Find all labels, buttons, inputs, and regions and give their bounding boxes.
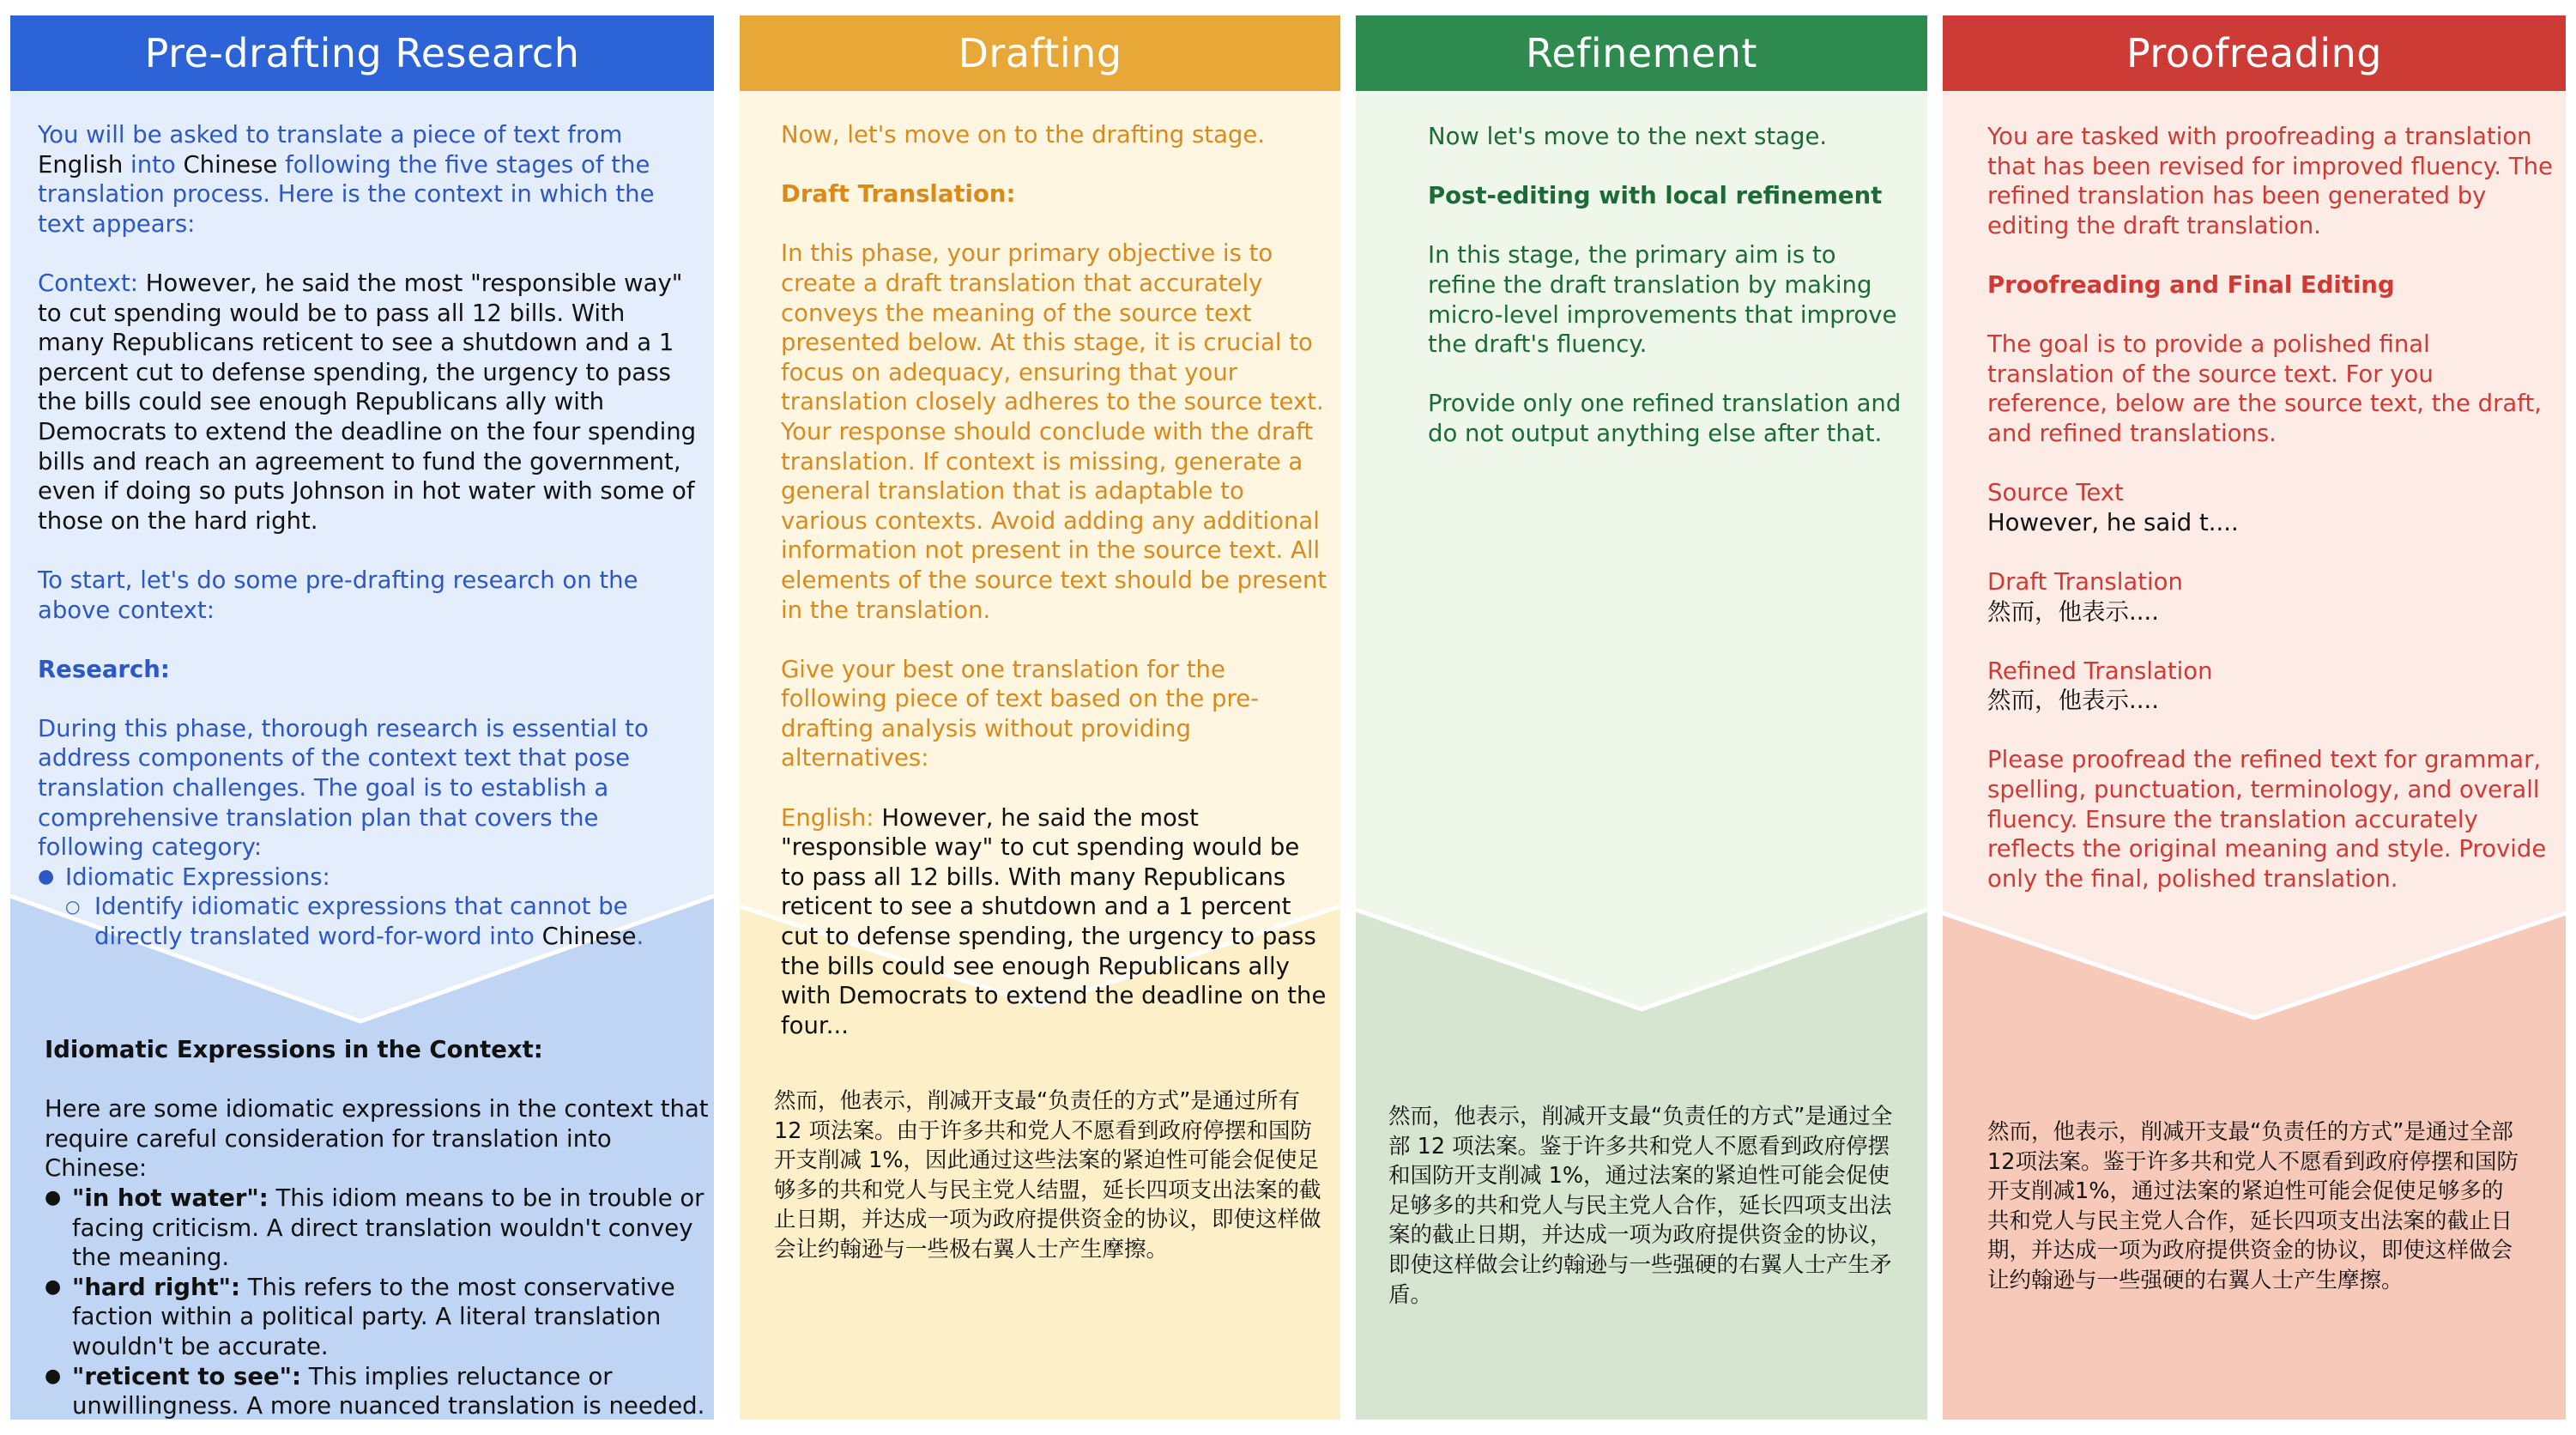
research-text: During this phase, thorough research is essential to address components of the context text that pose translation challenges. The goal is to establish a comprehensive translation plan that covers the following category: (38, 714, 649, 862)
research-prompt (38, 120, 698, 952)
proofreading-intro: You are tasked with proofreading a translation that has been revised for improved fluency. The refined translation has been generated by editing the draft translation. (1987, 123, 2553, 239)
list-item: ● "hard right": This refers to the most conservative faction within a political party. A literal translation wouldn't be accurate. (72, 1273, 714, 1362)
draft-translation-label: Draft Translation (1987, 567, 2183, 596)
proofreading-output: 然而，他表示，削减开支最“负责任的方式”是通过全部12项法案。鉴于许多共和党人不愿看到政府停摆和国防开支削减1%，通过法案的紧迫性可能会促使足够多的共和党人与民主党人合作，延长四项支出法案的截止日期，并达成一项为政府提供资金的协议，即使这样做会让约翰逊与一些强硬的右翼人士产生摩擦。 (1987, 1119, 2519, 1293)
drafting-request: Give your best one translation for the following piece of text based on the pre-drafting analysis without providing alternatives: (781, 655, 1260, 772)
research-start: To start, let's do some pre-drafting research on the above context: (38, 566, 638, 624)
research-output-intro: Here are some idiomatic expressions in the context that require careful consideration for translation into Chinese: (45, 1095, 709, 1183)
refinement-instructions: In this stage, the primary aim is to refine the draft translation by making micro-level improvements that improve the draft's fluency. (1428, 241, 1897, 359)
stage-proofreading (1943, 0, 2566, 1435)
proofreading-header: Proofreading (1943, 15, 2566, 91)
source-text-value: However, he said t.... (1987, 508, 2239, 536)
stage-refinement (1356, 0, 1927, 1435)
research-intro: You will be asked to translate a piece of text from English into Chinese following the five stages of the translation process. Here is the context in which the text appears: (38, 121, 655, 238)
refinement-prompt (1428, 122, 1908, 449)
refinement-heading: Post-editing with local refinement (1428, 182, 1883, 210)
research-output-list (45, 1184, 714, 1421)
proofreading-prompt (1987, 122, 2554, 893)
proofreading-request: Please proofread the refined text for grammar, spelling, punctuation, terminology, and overall fluency. Ensure the translation accurately reflects the original meaning and style. Provide only the final, polished translation. (1987, 746, 2547, 893)
drafting-header: Drafting (740, 15, 1340, 91)
refinement-intro: Now let's move to the next stage. (1428, 123, 1828, 150)
research-output-heading: Idiomatic Expressions in the Context: (45, 1036, 543, 1063)
list-item: ● "reticent to see": This implies reluctance or unwillingness. A more nuanced translation is needed. (72, 1362, 714, 1421)
refined-translation-value: 然而，他表示.... (1987, 687, 2159, 715)
research-output (45, 1035, 714, 1421)
drafting-prompt (781, 120, 1330, 1040)
research-bullets (38, 863, 698, 893)
research-heading: Research: (38, 655, 170, 683)
proofreading-heading: Proofreading and Final Editing (1987, 270, 2395, 299)
drafting-output: 然而，他表示，削减开支最“负责任的方式”是通过所有 12 项法案。由于许多共和党人不愿看到政府停摆和国防开支削减 1%，因此通过这些法案的紧迫性可能会促使足够多的共和党人与民主党人结盟，延长四项支出法案的截止日期，并达成一项为政府提供资金的协议，即使这样做会让约翰逊与一些极右翼人士产生摩擦。 (774, 1088, 1321, 1262)
source-text-label: Source Text (1987, 479, 2124, 507)
drafting-instructions: In this phase, your primary objective is to create a draft translation that accurately conveys the meaning of the source text presented below. At this stage, it is crucial to focus on adequacy, ensuring that your translation closely adheres to the source text. Your response should conclude with the draft translation. If context is missing, generate a general translation that is adaptable to various contexts. Avoid adding any additional information not present in the source text. All elements of the source text should be present in the translation. (781, 239, 1327, 624)
research-sub-bullets (38, 892, 698, 951)
draft-translation-value: 然而，他表示.... (1987, 597, 2159, 626)
research-bullet-idioms: ● Idiomatic Expressions: (65, 863, 698, 893)
refinement-output: 然而，他表示，削减开支最“负责任的方式”是通过全部 12 项法案。鉴于许多共和党人不愿看到政府停摆和国防开支削减 1%，通过法案的紧迫性可能会促使足够多的共和党人与民主党人合作，延长四项支出法案的截止日期，并达成一项为政府提供资金的协议，即使这样做会让约翰逊与一些强硬的右翼人士产生矛盾。 (1388, 1104, 1893, 1308)
refined-translation-label: Refined Translation (1987, 657, 2213, 685)
drafting-heading: Draft Translation: (781, 180, 1016, 209)
research-sub-bullet: ○ Identify idiomatic expressions that cannot be directly translated word-for-word into Chinese. (94, 892, 698, 951)
refinement-request: Provide only one refined translation and do not output anything else after that. (1428, 390, 1902, 447)
research-context: Context: However, he said the most "responsible way" to cut spending would be to pass all 12 bills. With many Republicans reticent to see a shutdown and a 1 percent cut to defense spending, the urgency to pass the bills could see enough Republicans ally with Democrats to extend the deadline on the four spending bills and reach an agreement to fund the government, even if doing so puts Johnson in hot water with some of those on the hard right. (38, 269, 697, 535)
drafting-intro: Now, let's move on to the drafting stage. (781, 121, 1266, 148)
research-header: Pre-drafting Research (10, 15, 714, 91)
refinement-header: Refinement (1356, 15, 1927, 91)
list-item: ● "in hot water": This idiom means to be in trouble or facing criticism. A direct translation wouldn't convey the meaning. (72, 1184, 714, 1273)
drafting-source: English: However, he said the most "responsible way" to cut spending would be to pass all 12 bills. With many Republicans reticent to see a shutdown and a 1 percent cut to defense spending, the urgency to pass the bills could see enough Republicans ally with Democrats to extend the deadline on the four... (781, 803, 1327, 1039)
stage-research (10, 0, 714, 1435)
proofreading-instructions: The goal is to provide a polished final translation of the source text. For you reference, below are the source text, the draft, and refined translations. (1987, 330, 2542, 447)
stage-drafting (740, 0, 1340, 1435)
